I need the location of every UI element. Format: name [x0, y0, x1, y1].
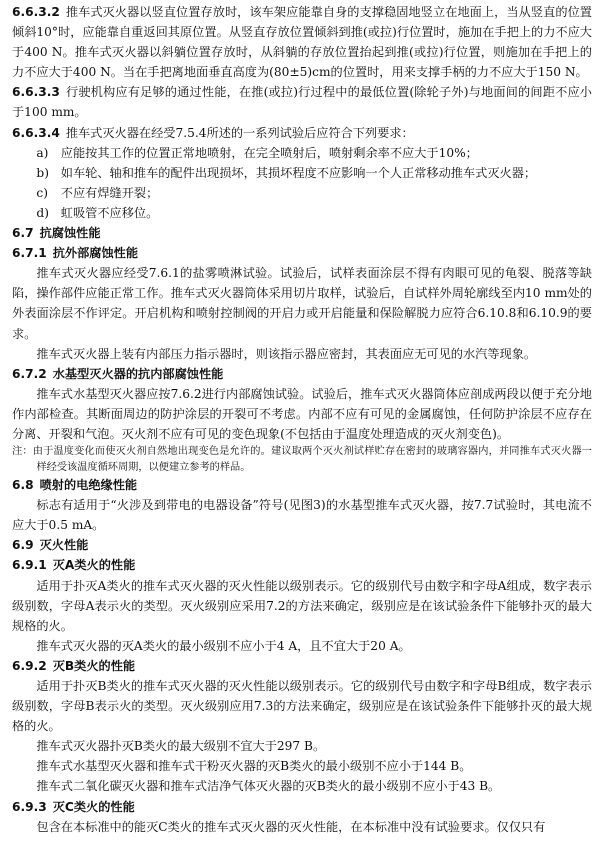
section-heading: [12, 243, 592, 263]
body-paragraph: 推车式水基型灭火器和推车式干粉灭火器的灭B类火的最小级别不应小于144 B。: [36, 759, 472, 774]
body-paragraph: 推车式二氧化碳灭火器和推车式洁净气体灭火器的灭B类火的最小级别不应小于43 B。: [36, 779, 501, 794]
section-title: 灭A类火的性能: [52, 558, 136, 573]
body-paragraph: 适用于扑灭B类火的推车式灭火器的灭火性能以级别表示。它的级别代号由数字和字母B组成，数字表示级别数，字母B表示火的类型。灭火级别应用7.3的方法来确定，级别应是在该试验条件下能够扑灭的最大规格的火。: [12, 679, 592, 734]
clause-number: 6.6.3.4: [12, 125, 60, 140]
section-number: 6.7.2: [12, 366, 47, 381]
section-number: 6.7.1: [12, 246, 47, 261]
list-item: [12, 143, 592, 163]
body-paragraph: 推车式灭火器扑灭B类火的最大级别不宜大于297 B。: [36, 739, 326, 754]
list-item: [12, 183, 592, 203]
list-item-label: b): [36, 165, 49, 180]
clause-text: 行驶机构应有足够的通过性能，在推(或拉)行过程中的最低位置(除轮子外)与地面间的间距不应小于100 mm。: [12, 85, 592, 120]
section-title: 灭C类火的性能: [52, 799, 135, 814]
section-heading: [12, 223, 592, 243]
body-paragraph: 推车式灭火器上装有内部压力指示器时，则该指示器应密封，其表面应无可见的水汽等现象。: [36, 346, 537, 361]
list-item-label: c): [36, 185, 48, 200]
section-title: 水基型灭火器的抗内部腐蚀性能: [52, 366, 224, 381]
clause-number: 6.6.3.2: [12, 5, 60, 19]
section-heading: [12, 364, 592, 384]
section-title: 喷射的电绝缘性能: [39, 478, 138, 493]
list-item-text: 虹吸管不应移位。: [60, 205, 159, 220]
list-item: [12, 203, 592, 223]
body-paragraph: 包含在本标准中的能灭C类火的推车式灭火器的灭火性能，在本标准中没有试验要求。仅仅只有: [36, 819, 546, 834]
list-item-text: 不应有焊缝开裂；: [60, 185, 159, 200]
section-heading: [12, 555, 592, 575]
section-title: 灭火性能: [39, 538, 89, 553]
section-number: 6.9.1: [12, 558, 47, 573]
body-paragraph: 推车式灭火器应经受7.6.1的盐雾喷淋试验。试验后，试样表面涂层不得有肉眼可见的龟裂、脱落等缺陷，操作部件应能正常工作。推车式灭火器筒体采用切片取样，试验后，自试样外周轮廓线至内10 mm处的外表面涂层不作评定。开启机构和喷射控制阀的开启力或开启能量和保险解脱力应符合6.10.8和6.10.9的要求。: [12, 266, 592, 341]
section-number: 6.7: [12, 226, 34, 241]
body-paragraph: 推车式水基型灭火器应按7.6.2进行内部腐蚀试验。试验后，推车式灭火器筒体应剖成两段以便于充分地作内部检查。其断面周边的防护涂层的开裂可不考虑。内部不应有可见的金属腐蚀，任何防护涂层不应存在分离、开裂和气泡。灭火剂不应有可见的变色现象(不包括由于温度处理造成的灭火剂变色)。: [12, 386, 592, 441]
list-item-label: a): [36, 145, 49, 160]
clause-number: 6.6.3.3: [12, 85, 60, 100]
section-number: 6.8: [12, 478, 34, 493]
list-item-label: d): [36, 205, 49, 220]
clause-text: 推车式灭火器以竖直位置存放时，该车架应能靠自身的支撑稳固地竖立在地面上，当从竖直的位置倾斜10°时，应能靠自重返回其原位置。从竖直存放位置倾斜到推(或拉)行位置时，施加在手把上的力不应大于400 N。推车式灭火器以斜躺位置存放时，从斜躺的存放位置抬起到推(或拉)行位置，则施加在手把上的力不应大于400 N。当在手把离地面垂直高度为(80±5)cm的位置时，用来支撑手柄的力不应大于150 N。: [12, 5, 592, 80]
section-heading: [12, 797, 592, 817]
clause-paragraph: [12, 2, 592, 82]
section-title: 灭B类火的性能: [52, 658, 136, 673]
section-number: 6.9.3: [12, 799, 47, 814]
section-title: 抗腐蚀性能: [39, 226, 101, 241]
list-item-text: 应能按其工作的位置正常地喷射，在完全喷射后，喷射剩余率不应大于10%；: [60, 145, 478, 160]
list-item-text: 如车轮、轴和推车的配件出现损坏，其损坏程度不应影响一个人正常移动推车式灭火器；: [60, 165, 537, 180]
section-heading: [12, 535, 592, 555]
section-number: 6.9.2: [12, 658, 47, 673]
note: 注：由于温度变化而使灭火剂自然地出现变色是允许的。建议取两个灭火剂试样贮存在密封的玻璃容器内，并同推车式灭火器一样经受该温度循环周期，以便建立参考的样品。: [12, 446, 592, 473]
section-heading: [12, 475, 592, 495]
clause-paragraph: [12, 123, 592, 143]
body-paragraph: 适用于扑灭A类火的推车式灭火器的灭火性能以级别表示。它的级别代号由数字和字母A组成，数字表示级别数，字母A表示火的类型。灭火级别应采用7.2的方法来确定，级别应是在该试验条件下能够扑灭的最大规格的火。: [12, 578, 592, 633]
section-title: 抗外部腐蚀性能: [52, 246, 139, 261]
clause-text: 推车式灭火器在经受7.5.4所述的一系列试验后应符合下列要求：: [65, 125, 414, 140]
list-item: [12, 163, 592, 183]
clause-paragraph: [12, 82, 592, 122]
section-number: 6.9: [12, 538, 34, 553]
body-paragraph: 标志有适用于“火涉及到带电的电器设备”符号(见图3)的水基型推车式灭火器，按7.7试验时，其电流不应大于0.5 mA。: [12, 498, 592, 533]
body-paragraph: 推车式灭火器的灭A类火的最小级别不应小于4 A，且不宜大于20 A。: [36, 638, 411, 653]
section-heading: [12, 656, 592, 676]
